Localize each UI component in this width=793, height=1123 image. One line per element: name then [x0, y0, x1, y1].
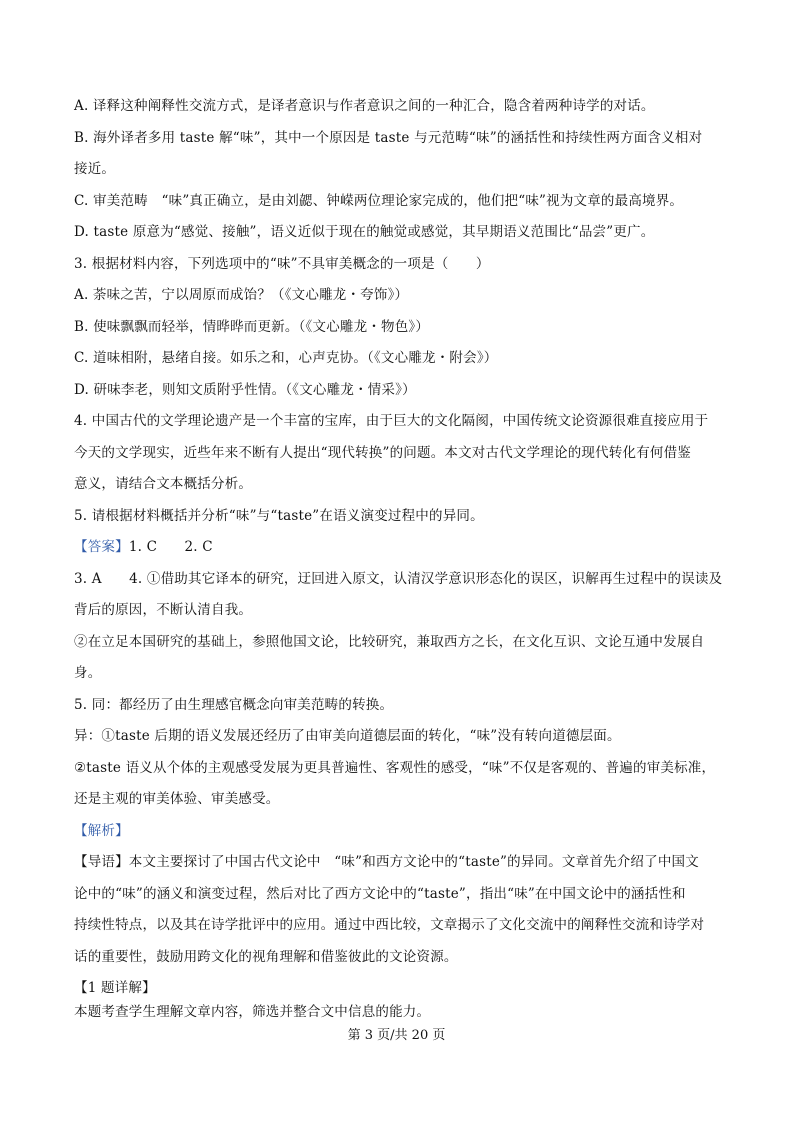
- answer-line-5: 身。: [74, 665, 102, 681]
- page-footer: 第 3 页/共 20 页: [347, 1028, 446, 1043]
- question-4-line-3: 意义，请结合文本概括分析。: [74, 476, 253, 492]
- answer-line-1-text: 1. C 2. C: [128, 539, 213, 555]
- answer-line-4: ②在立足本国研究的基础上，参照他国文论，比较研究，兼取西方之长，在文化互识、文论互通中发展自: [74, 634, 705, 650]
- option-a-line: A. 译释这种阐释性交流方式，是译者意识与作者意识之间的一种汇合，隐含着两种诗学的对话。: [74, 98, 655, 114]
- question-3-option-c: C. 道味相附，悬绪自接。如乐之和，心声克协。（《文心雕龙・附会》）: [74, 350, 498, 366]
- option-b-continuation: 接近。: [74, 161, 116, 177]
- question-3-stem: 3. 根据材料内容，下列选项中的“味”不具审美概念的一项是（ ）: [74, 256, 490, 272]
- answer-line-2: 3. A 4. ①借助其它译本的研究，迂回进入原文，认清汉学意识形态化的误区，识解再生过程中的误读及: [74, 571, 723, 587]
- analysis-label: 【解析】: [74, 823, 129, 839]
- question-3-option-a: A. 荼味之苦，宁以周原而成饴？（《文心雕龙・夸饰》）: [74, 287, 409, 303]
- question-5-line: 5. 请根据材料概括并分析“味”与“taste”在语义演变过程中的异同。: [74, 508, 484, 524]
- answer-line-9: 还是主观的审美体验、审美感受。: [74, 791, 280, 807]
- option-d-line: D. taste 原意为“感觉、接触”，语义近似于现在的触觉或感觉，其早期语义范围比“品尝”更广。: [74, 224, 655, 240]
- answer-line-1: [74, 538, 724, 556]
- guide-line-1: 【导语】本文主要探讨了中国古代文论中 “味”和西方文论中的“taste”的异同。文章首先介绍了中国文: [74, 854, 699, 870]
- option-c-line: C. 审美范畴 “味”真正确立，是由刘勰、钟嵘两位理论家完成的，他们把“味”视为文章的最高境界。: [74, 193, 684, 209]
- answer-line-8: ②taste 语义从个体的主观感受发展为更具普遍性、客观性的感受，“味”不仅是客观的、普遍的审美标准，: [74, 760, 716, 776]
- answer-line-3: 背后的原因，不断认清自我。: [74, 602, 253, 618]
- answer-label: 【答案】: [74, 539, 129, 555]
- answer-line-6: 5. 同：都经历了由生理感官概念向审美范畴的转换。: [74, 697, 394, 713]
- question-3-option-d: D. 研味李老，则知文质附乎性情。（《文心雕龙・情采》）: [74, 382, 416, 398]
- question-3-option-b: B. 使味飘飘而轻举，情晔晔而更新。（《文心雕龙・物色》）: [74, 319, 430, 335]
- guide-line-3: 持续性特点，以及其在诗学批评中的应用。通过中西比较，文章揭示了文化交流中的阐释性交流和诗学对: [74, 917, 705, 933]
- detail-line: 本题考查学生理解文章内容，筛选并整合文中信息的能力。: [74, 1004, 431, 1020]
- question-4-line-1: 4. 中国古代的文学理论遗产是一个丰富的宝库，由于巨大的文化隔阂，中国传统文论资源很难直接应用于: [74, 413, 709, 429]
- detail-heading: 【1 题详解】: [74, 980, 156, 996]
- guide-line-4: 话的重要性，鼓励用跨文化的视角理解和借鉴彼此的文论资源。: [74, 949, 458, 965]
- option-b-line: B. 海外译者多用 taste 解“味”，其中一个原因是 taste 与元范畴“味”的涵括性和持续性两方面含义相对: [74, 130, 703, 146]
- answer-line-7: 异：①taste 后期的语义发展还经历了由审美向道德层面的转化，“味”没有转向道德层面。: [74, 728, 621, 744]
- question-4-line-2: 今天的文学现实，近些年来不断有人提出“现代转换”的问题。本文对古代文学理论的现代转化有何借鉴: [74, 445, 692, 461]
- guide-line-2: 论中的“味”的涵义和演变过程，然后对比了西方文论中的“taste”，指出“味”在中国文论中的涵括性和: [74, 886, 686, 902]
